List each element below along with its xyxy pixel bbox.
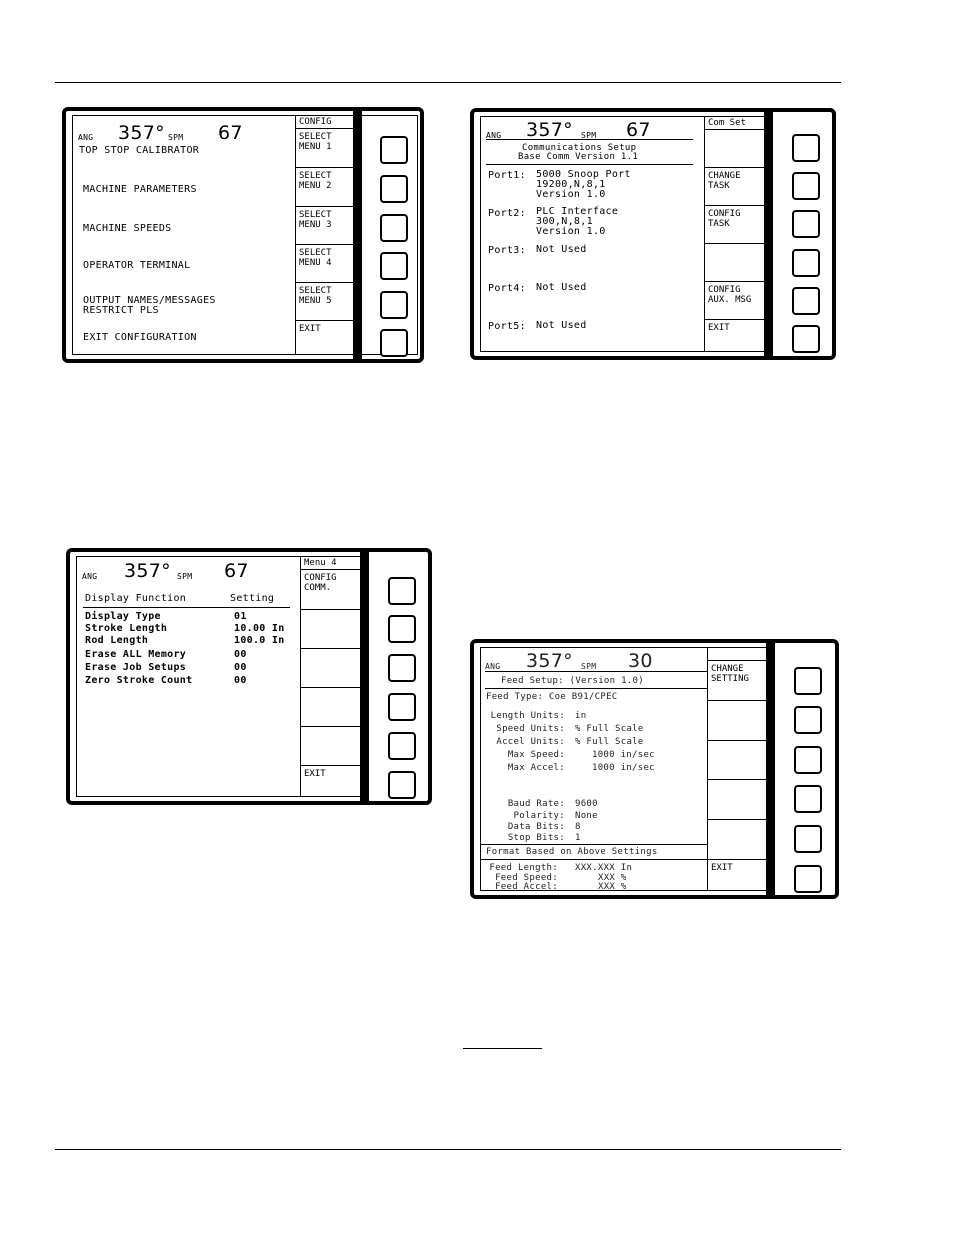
- baud-rate-value[interactable]: 9600: [575, 799, 598, 809]
- port2-line-1: PLC Interface: [536, 206, 619, 217]
- softkey-label-blank-2: [705, 244, 768, 282]
- port5-label: Port5:: [488, 321, 526, 332]
- value-display-type: 01: [234, 611, 247, 622]
- softkey-button-5[interactable]: [388, 732, 416, 760]
- value-rod-length: 100.0 In: [234, 635, 285, 646]
- softkey-label-change-task: CHANGE TASK: [705, 168, 768, 206]
- ang-label: ANG: [486, 131, 502, 140]
- feed-accel-value: XXX %: [598, 882, 627, 892]
- comm-setup-panel: [470, 108, 836, 360]
- softkey-title: CONFIG: [296, 116, 359, 129]
- header-rule: [83, 607, 290, 608]
- col-header-function: Display Function: [85, 593, 187, 604]
- data-bits-label: Data Bits:: [507, 822, 565, 832]
- softkey-label-blank-4: [301, 727, 364, 766]
- title-top-rule: [485, 671, 707, 672]
- softkey-button-5[interactable]: [794, 825, 822, 853]
- softkey-title: Menu 4: [301, 557, 364, 570]
- softkey-label-blank-3: [708, 780, 770, 820]
- divider-bar: [764, 112, 773, 356]
- feed-setup-screen: [480, 647, 770, 891]
- spm-label: SPM: [177, 572, 193, 581]
- accel-units-value[interactable]: % Full Scale: [575, 737, 644, 747]
- comm-setup-screen: [480, 116, 768, 352]
- speed-units-label: Speed Units:: [496, 724, 565, 734]
- feed-accel-label: Feed Accel:: [495, 882, 558, 892]
- feed-length-value: XXX.XXX In: [575, 863, 633, 873]
- display-menu-panel: [66, 548, 432, 805]
- comm-title: Communications Setup: [522, 143, 637, 153]
- softkey-labels: [295, 116, 359, 354]
- softkey-labels: [707, 648, 770, 890]
- spm-readout: 30: [628, 650, 653, 672]
- softkey-button-6[interactable]: [380, 329, 408, 357]
- softkey-buttons: [369, 552, 432, 801]
- softkey-label-config-aux-msg: CONFIG AUX. MSG: [705, 282, 768, 320]
- softkey-button-1[interactable]: [794, 667, 822, 695]
- softkey-button-2[interactable]: [792, 172, 820, 200]
- feed-title: Feed Setup: (Version 1.0): [501, 676, 644, 686]
- softkey-button-2[interactable]: [380, 175, 408, 203]
- port4-line-1: Not Used: [536, 282, 587, 293]
- title-top-rule: [486, 139, 693, 140]
- softkey-button-3[interactable]: [792, 210, 820, 238]
- spm-readout: 67: [224, 560, 249, 582]
- softkey-button-1[interactable]: [380, 136, 408, 164]
- spm-label: SPM: [581, 662, 597, 671]
- baud-rate-label: Baud Rate:: [507, 799, 565, 809]
- row-erase-all-memory[interactable]: Erase ALL Memory: [85, 649, 187, 660]
- softkey-button-4[interactable]: [388, 693, 416, 721]
- max-speed-value[interactable]: 1000 in/sec: [592, 750, 655, 760]
- accel-units-label: Accel Units:: [496, 737, 565, 747]
- softkey-button-5[interactable]: [792, 287, 820, 315]
- footer-rule: [55, 1149, 841, 1150]
- port3-label: Port3:: [488, 245, 526, 256]
- title-bottom-rule: [486, 164, 693, 165]
- title-bottom-rule: [485, 688, 707, 689]
- softkey-button-2[interactable]: [388, 615, 416, 643]
- max-accel-value[interactable]: 1000 in/sec: [592, 763, 655, 773]
- length-units-label: Length Units:: [490, 711, 565, 721]
- softkey-button-3[interactable]: [380, 214, 408, 242]
- divider-bar: [766, 643, 775, 895]
- menu-item-machine-parameters[interactable]: MACHINE PARAMETERS: [83, 184, 197, 195]
- row-erase-job-setups[interactable]: Erase Job Setups: [85, 662, 187, 673]
- port5-line-1: Not Used: [536, 320, 587, 331]
- softkey-button-1[interactable]: [388, 577, 416, 605]
- softkey-label-select-menu-2: SELECT MENU 2: [296, 168, 359, 207]
- softkey-buttons: [362, 111, 424, 359]
- angle-readout: 357°: [526, 650, 573, 672]
- row-rod-length[interactable]: Rod Length: [85, 635, 149, 646]
- value-zero-stroke-count: 00: [234, 675, 247, 686]
- divider-bar: [353, 111, 362, 359]
- softkey-button-2[interactable]: [794, 706, 822, 734]
- softkey-button-4[interactable]: [380, 252, 408, 280]
- polarity-label: Polarity:: [513, 811, 565, 821]
- port1-line-2: 19200,N,8,1: [536, 179, 606, 190]
- softkey-label-change-setting: CHANGE SETTING: [708, 661, 770, 701]
- row-stroke-length[interactable]: Stroke Length: [85, 623, 168, 634]
- softkey-label-exit: EXIT: [299, 324, 321, 334]
- speed-units-value[interactable]: % Full Scale: [575, 724, 644, 734]
- angle-readout: 357°: [124, 560, 171, 582]
- softkey-label-blank-2: [301, 649, 364, 688]
- ang-label: ANG: [78, 133, 94, 142]
- softkey-button-6[interactable]: [388, 771, 416, 799]
- display-menu-screen: [76, 556, 364, 797]
- softkey-button-1[interactable]: [792, 134, 820, 162]
- softkey-button-3[interactable]: [794, 746, 822, 774]
- feed-length-label: Feed Length:: [489, 863, 558, 873]
- softkey-label-select-menu-5: SELECT MENU 5: [296, 283, 359, 321]
- value-stroke-length: 10.00 In: [234, 623, 285, 634]
- spm-readout: 67: [626, 119, 651, 141]
- spm-readout: 67: [218, 122, 243, 144]
- feed-speed-value: XXX %: [598, 873, 627, 883]
- menu-item-restrict-pls[interactable]: RESTRICT PLS: [83, 305, 159, 316]
- menu-item-exit-configuration[interactable]: EXIT CONFIGURATION: [83, 332, 197, 343]
- softkey-label-blank-3: [301, 688, 364, 727]
- menu-item-top-stop[interactable]: TOP STOP CALIBRATOR: [79, 145, 200, 156]
- value-erase-all-memory: 00: [234, 649, 247, 660]
- angle-readout: 357°: [526, 119, 573, 141]
- max-accel-label: Max Accel:: [507, 763, 565, 773]
- value-erase-job-setups: 00: [234, 662, 247, 673]
- softkey-button-4[interactable]: [792, 249, 820, 277]
- port1-line-1: 5000 Snoop Port: [536, 169, 631, 180]
- softkey-button-6[interactable]: [792, 325, 820, 353]
- max-speed-label: Max Speed:: [507, 750, 565, 760]
- format-top-rule: [481, 844, 707, 845]
- softkey-labels: [300, 557, 364, 796]
- format-note: Format Based on Above Settings: [486, 847, 658, 857]
- port2-label: Port2:: [488, 208, 526, 219]
- menu-item-output-names[interactable]: OUTPUT NAMES/MESSAGES: [83, 295, 216, 306]
- softkey-buttons: [773, 112, 836, 356]
- comm-subtitle: Base Comm Version 1.1: [518, 152, 639, 162]
- stop-bits-label: Stop Bits:: [507, 833, 565, 843]
- format-bottom-rule: [481, 859, 707, 860]
- ang-label: ANG: [82, 572, 98, 581]
- softkey-button-5[interactable]: [380, 291, 408, 319]
- spm-label: SPM: [581, 131, 597, 140]
- underline-mark: [463, 1048, 542, 1049]
- softkey-label-blank-1: [705, 130, 768, 168]
- softkey-buttons: [775, 643, 839, 895]
- row-display-type[interactable]: Display Type: [85, 611, 161, 622]
- softkey-label-blank-4: [708, 820, 770, 860]
- port3-line-1: Not Used: [536, 244, 587, 255]
- softkey-label-exit: EXIT: [708, 323, 730, 333]
- softkey-label-exit: EXIT: [304, 769, 326, 779]
- softkey-label-blank-2: [708, 741, 770, 780]
- length-units-value[interactable]: in: [575, 711, 587, 721]
- softkey-label-blank-1: [708, 701, 770, 741]
- port4-label: Port4:: [488, 283, 526, 294]
- spm-label: SPM: [168, 133, 184, 142]
- softkey-title: Com Set: [705, 117, 768, 130]
- config-menu-panel: [62, 107, 424, 363]
- softkey-button-4[interactable]: [794, 785, 822, 813]
- feed-setup-panel: [470, 639, 839, 899]
- angle-readout: 357°: [118, 122, 165, 144]
- softkey-label-config-comm: CONFIG COMM.: [301, 570, 364, 610]
- port1-label: Port1:: [488, 170, 526, 181]
- feed-speed-label: Feed Speed:: [495, 873, 558, 883]
- header-rule: [55, 82, 841, 83]
- softkey-label-exit: EXIT: [711, 863, 733, 873]
- divider-bar: [360, 552, 369, 801]
- stop-bits-value[interactable]: 1: [575, 833, 581, 843]
- menu-item-operator-terminal[interactable]: OPERATOR TERMINAL: [83, 260, 191, 271]
- softkey-labels: [704, 117, 768, 351]
- softkey-label-select-menu-4: SELECT MENU 4: [296, 245, 359, 283]
- port1-line-3: Version 1.0: [536, 189, 606, 200]
- row-zero-stroke-count[interactable]: Zero Stroke Count: [85, 675, 193, 686]
- feed-type: Feed Type: Coe B91/CPEC: [486, 692, 618, 702]
- port2-line-2: 300,N,8,1: [536, 216, 593, 227]
- softkey-button-6[interactable]: [794, 865, 822, 893]
- softkey-label-select-menu-1: SELECT MENU 1: [296, 129, 359, 168]
- polarity-value[interactable]: None: [575, 811, 598, 821]
- port2-line-3: Version 1.0: [536, 226, 606, 237]
- menu-item-machine-speeds[interactable]: MACHINE SPEEDS: [83, 223, 172, 234]
- col-header-setting: Setting: [230, 593, 275, 604]
- data-bits-value[interactable]: 8: [575, 822, 581, 832]
- softkey-label-config-task: CONFIG TASK: [705, 206, 768, 244]
- ang-label: ANG: [485, 662, 501, 671]
- softkey-button-3[interactable]: [388, 654, 416, 682]
- softkey-title-blank: [708, 648, 770, 661]
- softkey-label-blank-1: [301, 610, 364, 649]
- softkey-label-select-menu-3: SELECT MENU 3: [296, 207, 359, 245]
